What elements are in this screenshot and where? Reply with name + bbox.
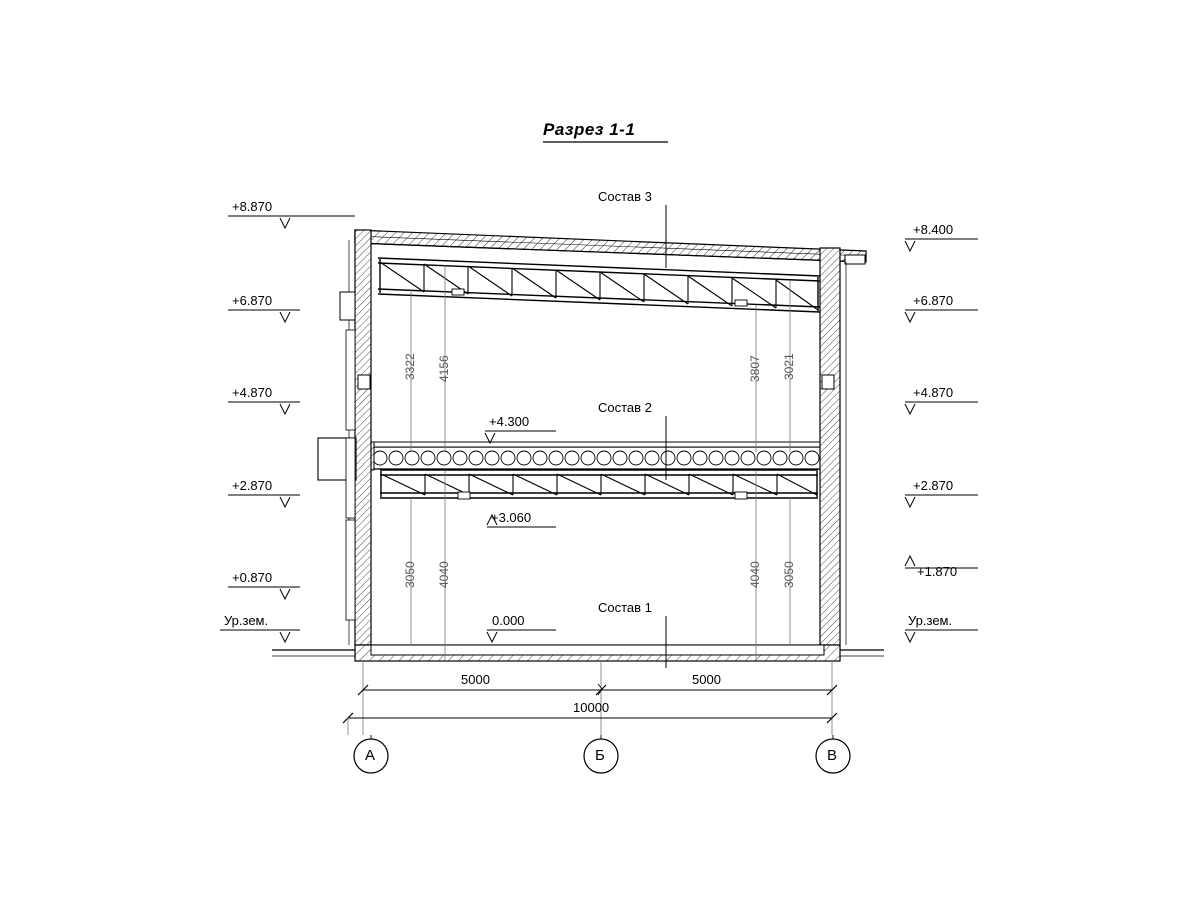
hdim-5000-left: 5000 (461, 672, 490, 687)
inner-level-4300: +4.300 (489, 414, 530, 429)
vdim-3050-right: 3050 (782, 561, 796, 588)
vdim-3322: 3322 (403, 353, 417, 380)
inner-level-0000: 0.000 (492, 613, 525, 628)
right-level-8400: +8.400 (913, 222, 954, 237)
right-ground-level-label: Ур.зем. (908, 613, 953, 628)
left-ground-level-label: Ур.зем. (224, 613, 269, 628)
axis-label-v: В (827, 747, 838, 764)
left-level-4870: +4.870 (232, 385, 273, 400)
vdim-3021: 3021 (782, 353, 796, 380)
roof-assembly (355, 230, 866, 264)
inner-level-3060: +3.060 (491, 510, 532, 525)
right-level-2870: +2.870 (913, 478, 954, 493)
left-wall (318, 230, 371, 645)
foundation-and-ground (272, 645, 884, 661)
hdim-10000-total: 10000 (573, 700, 610, 715)
left-level-8870: +8.870 (232, 199, 273, 214)
vdim-3050-left: 3050 (403, 561, 417, 588)
right-level-4870: +4.870 (913, 385, 954, 400)
vdim-4040-right: 4040 (748, 561, 762, 588)
composition-label-2: Состав 2 (598, 400, 652, 415)
composition-label-1: Состав 1 (598, 600, 652, 615)
vdim-3807: 3807 (748, 355, 762, 382)
left-level-0870: +0.870 (232, 570, 273, 585)
upper-truss (378, 258, 820, 312)
lower-truss (380, 470, 818, 499)
right-level-1870: +1.870 (917, 564, 958, 579)
bottom-dimension-chain (343, 661, 837, 735)
vdim-4040-left: 4040 (437, 561, 451, 588)
right-wall (820, 248, 846, 645)
axis-label-a: А (365, 747, 376, 764)
drawing-title: Разрез 1-1 (543, 120, 636, 139)
right-level-6870: +6.870 (913, 293, 954, 308)
composition-label-3: Состав 3 (598, 189, 652, 204)
left-level-6870: +6.870 (232, 293, 273, 308)
vdim-4156: 4156 (437, 355, 451, 382)
hdim-5000-right: 5000 (692, 672, 721, 687)
axis-label-b: Б (595, 747, 605, 764)
mid-floor-slab (366, 442, 836, 470)
left-level-2870: +2.870 (232, 478, 273, 493)
